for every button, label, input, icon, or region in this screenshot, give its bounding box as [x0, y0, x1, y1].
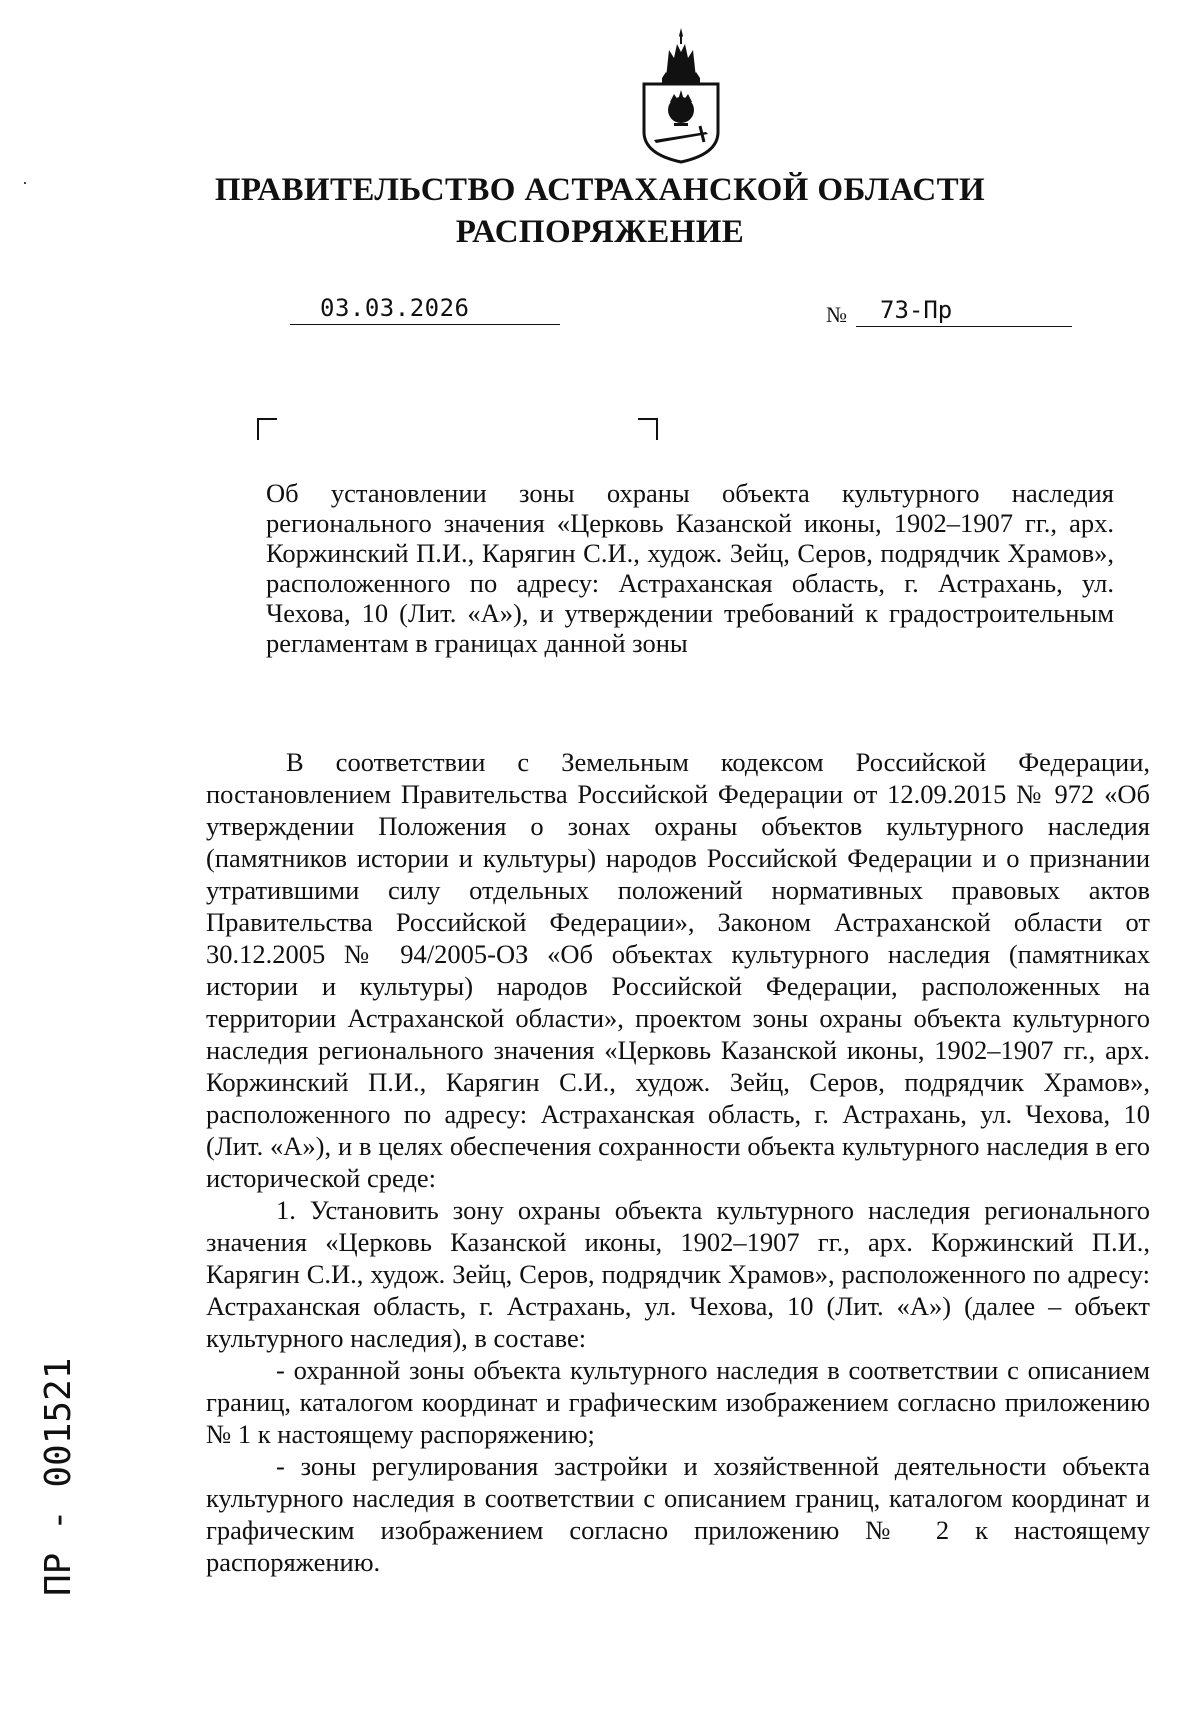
title-corner-right	[638, 418, 658, 440]
date-field	[290, 294, 560, 325]
item-1-b-paragraph: - зоны регулирования застройки и хозяйственной деятельности объекта культурного наследия в соответствии с описанием границ, каталогом координат и графическим изображением согласно приложению № 2 к настоящему распоряжению.	[206, 1451, 1150, 1577]
number-sign: №	[826, 302, 847, 327]
document-subject: Об установлении зоны охраны объекта культурного наследия регионального значения «Церковь Казанской иконы, 1902–1907 гг., арх. Коржинский П.И., Карягин С.И., худож. Зейц, Серов, подрядчик Храмов», расположенного по адресу: Астраханская область, г. Астрахань, ул. Чехова, 10 (Лит. «А»), и утверждении требований к градостроительным регламентам в границах данной зоны	[266, 478, 1114, 658]
document-number: 73-Пр	[880, 296, 953, 324]
title-corner-left	[257, 418, 277, 440]
astrakhan-coat-of-arms-icon	[636, 28, 726, 164]
document-type: РАСПОРЯЖЕНИЕ	[455, 214, 745, 250]
number-field	[856, 296, 1072, 327]
government-title: ПРАВИТЕЛЬСТВО АСТРАХАНСКОЙ ОБЛАСТИ	[214, 172, 986, 208]
registration-stamp: ПР - 001521	[38, 1357, 79, 1596]
item-1-paragraph: 1. Установить зону охраны объекта культурного наследия регионального значения «Церковь Казанской иконы, 1902–1907 гг., арх. Коржинский П.И., Карягин С.И., худож. Зейц, Серов, подрядчик Храмов», расположенного по адресу: Астраханская область, г. Астрахань, ул. Чехова, 10 (Лит. «А») (далее – объект культурного наследия), в составе:	[206, 1195, 1150, 1353]
item-1-a-paragraph: - охранной зоны объекта культурного наследия в соответствии с описанием границ, каталогом координат и графическим изображением согласно приложению № 1 к настоящему распоряжению;	[206, 1355, 1150, 1449]
preamble-paragraph: В соответствии с Земельным кодексом Российской Федерации, постановлением Правительства Российской Федерации от 12.09.2015 № 972 «Об утверждении Положения о зонах охраны объектов культурного наследия (памятников истории и культуры) народов Российской Федерации и о признании утратившими силу отдельных положений нормативных правовых актов Правительства Российской Федерации», Законом Астраханской области от 30.12.2005 № 94/2005-ОЗ «Об объектах культурного наследия (памятниках истории и культуры) народов Российской Федерации, расположенных на территории Астраханской области», проектом зоны охраны объекта культурного наследия регионального значения «Церковь Казанской иконы, 1902–1907 гг., арх. Коржинский П.И., Карягин С.И., худож. Зейц, Серов, подрядчик Храмов», расположенного по адресу: Астраханская область, г. Астрахань, ул. Чехова, 10 (Лит. «А»), и в целях обеспечения сохранности объекта культурного наследия в его исторической среде:	[206, 747, 1150, 1193]
document-body	[206, 746, 1150, 1578]
document-date: 03.03.2026	[320, 294, 470, 322]
